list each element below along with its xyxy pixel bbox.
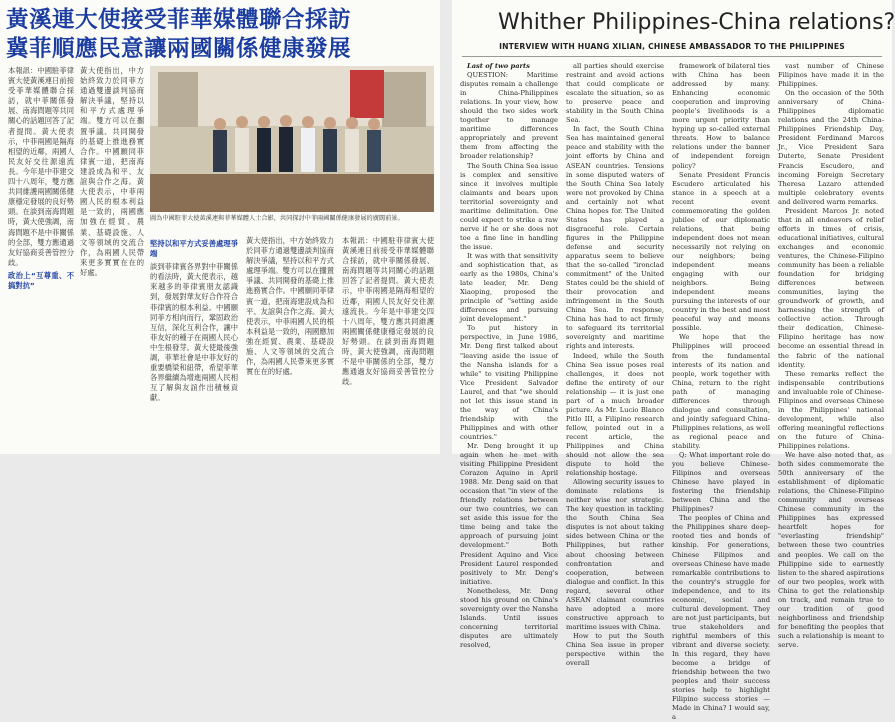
chinese-column-1 <box>8 66 74 450</box>
paragraph: On the occasion of the 50th anniversary of China-Philippines diplomatic relations and the 24th China-Philippines Friendship Day, President Ferdinand Marcos Jr., Vice President Sara Duterte, Senate President Francis Escudero, and incoming Foreign Secretary Theresa Lazaro attended multiple celebratory events and delivered warm remarks. <box>778 89 884 206</box>
chinese-column-5-text: 本報訊：中國駐菲律賓大使黃溪連日前接受菲華媒體聯合採訪，就中菲關係發展、南海問題等共同關心的話題回答了記者提問。黃大使表示，中菲兩國是隔海相望的近鄰，兩國人民友好交往源遠流長。今年是中菲建交四十八周年，雙方應共同維護兩國關係健康穩定發展的良好勢頭。在談到南海問題時，黃大使強調，南海問題不是中菲關係的全部，雙方應通過友好協商妥善管控分歧。 <box>342 236 434 387</box>
chinese-article-page <box>0 0 440 454</box>
article-column-4 <box>778 62 884 649</box>
paragraph: We hope that the Philippines will proceed from the fundamental interests of its nation and people, work together with China, return to the right path of managing differences through dialogue and consultation, and jointly safeguard China-Philippines relations, as well as regional peace and stability. <box>672 333 770 450</box>
paragraph: Mr. Deng brought it up again when he met with visiting Philippine President Corazon Aquino in April 1988. Mr. Deng said on that occasion that "in view of the friendly relations between our two countries, we can set aside this issue for the time being and take the approach of pursuing joint development." Both President Aquino and Vice President Laurel responded positively to Mr. Deng's initiative. <box>460 441 558 586</box>
paragraph: Nonetheless, Mr. Deng stood his ground on China's sovereignty over the Nansha Islands. Until issues concerning territorial disputes are ultimately resolved, <box>460 586 558 649</box>
part-label: Last of two parts <box>467 62 530 70</box>
article-title: Whither Philippines-China relations? <box>498 10 895 35</box>
chinese-column-2-text: 黃大使指出，中方始終致力於同菲方通過雙邊談判協商解決爭議，堅持以和平方式處理爭端。雙方可以在擱置爭議、共同開發的基礎上推進務實合作。中國願同菲律賓一道，把南海建設成為和平、友誼與合作之海。黃大使表示，中菲兩國人民的根本利益是一致的，兩國應加強在經貿、農業、基礎設施、人文等領域的交流合作，為兩國人民帶來更多實實在在的好處。 <box>80 66 144 277</box>
paragraph: How to put the South China Sea issue in proper perspective within the overall <box>566 631 664 668</box>
group-photo-illustration <box>150 66 434 212</box>
article-subtitle: INTERVIEW WITH HUANG XILIAN, CHINESE AMBASSADOR TO THE PHILIPPINES <box>499 42 845 51</box>
paragraph: To put history in perspective, in June 1986, Mr. Deng first talked about "leaving aside the issue of the Nansha islands for a while" to visiting Philippine Vice President Salvador Laurel, and that "we should not let this issue stand in the way of China's friendship with the Philippines and with other countries." <box>460 324 558 441</box>
paragraph: framework of bilateral ties with China has been addressed by many. Enhancing economic cooperation and improving people's livelihoods is a more urgent priority than hyping up so-called external threats. How to balance relations under the banner of independent foreign policy? <box>672 62 770 170</box>
paragraph: President Marcos Jr. noted that in all endeavors of relief efforts in times of crisis, educational initiatives, cultural exchanges and economic ventures, the Chinese-Filipino community has been a reliable foundation for bridging differences between communities, laying the groundwork of growth, and harnessing the strength of collective action. Through their dedication, Chinese-Filipino heritage has now become an essential thread in the fabric of the national identity. <box>778 206 884 369</box>
paragraph: vast number of Chinese Filipinos have made it in the Philippines. <box>778 62 884 89</box>
chinese-column-3 <box>150 236 238 450</box>
paragraph: It was with that sensitivity and sophistication that, as early as the 1980s, China's late leader, Mr. Deng Xiaoping, proposed the principle of "setting aside differences and pursuing joint development." <box>460 251 558 324</box>
english-article-page <box>452 0 895 722</box>
chinese-subhead-2: 堅持以和平方式妥善處理爭端 <box>150 239 238 259</box>
paragraph: Indeed, while the South China Sea issue poses real challenges, it does not define the entirety of our relationship — it is just one part of a much broader picture. As Mr. Lucio Blanco Pitlo III, a Filipino research fellow, pointed out in a recent article, the Philippines and China should not allow the sea dispute to hold the relationship hostage. <box>566 351 664 478</box>
article-column-1 <box>460 62 558 649</box>
title-divider <box>462 56 882 57</box>
paragraph: The South China Sea issue is complex and sensitive since it involves multiple claimants and bears upon territorial sovereignty and maritime delimitation. One could expect to strike a raw nerve if he or she does not toe a fine line in handling the issue. <box>460 161 558 251</box>
chinese-column-1-text: 本報訊：中國駐菲律賓大使黃溪連日前接受菲華媒體聯合採訪，就中菲關係發展、南海問題等共同關心的話題回答了記者提問。黃大使表示，中菲兩國是隔海相望的近鄰，兩國人民友好交往源遠流長。今年是中菲建交四十八周年，雙方應共同維護兩國關係健康穩定發展的良好勢頭。在談到南海問題時，黃大使強調，南海問題不是中菲關係的全部，雙方應通過友好協商妥善管控分歧。 <box>8 66 74 267</box>
paragraph: all parties should exercise restraint and avoid actions that could complicate or escalate the situation, so as to preserve peace and stability in the South China Sea. <box>566 62 664 125</box>
chinese-column-5 <box>342 236 434 450</box>
paragraph: Allowing security issues to dominate relations is neither wise nor strategic. The key question in tackling the South China Sea disputes is not about taking sides between China or the Philippines, but rather about choosing between confrontation and cooperation, between dialogue and conflict. In this regard, several other ASEAN claimant countries have adopted a more constructive approach to maritime issues with China. <box>566 478 664 631</box>
paragraph: The peoples of China and the Philippines share deep-rooted ties and bonds of kinship. For generations, Chinese Filipinos and overseas Chinese have made remarkable contributions to the country's struggle for independence, and to its economic, social and cultural development. They are not just participants, but true stakeholders and rightful members of this vibrant and diverse society. In this regard, they have become a bridge of friendship between the two peoples and their success stories help to highlight Filipino success stories — Made in China? I would say, a <box>672 514 770 722</box>
chinese-column-2 <box>80 66 144 450</box>
chinese-headline-line-1: 黃溪連大使接受菲華媒體聯合採訪 <box>6 7 352 33</box>
paragraph: These remarks reflect the indispensable contributions and invaluable role of Chinese-Filipinos and overseas Chinese in the Philippines' national development, while also offering meaningful reflections on the future of China-Philippines relations. <box>778 369 884 450</box>
article-column-3 <box>672 62 770 722</box>
paragraph: We have also noted that, as both sides commemorate the 50th anniversary of the establishment of diplomatic relations, the Chinese-Filipino community and overseas Chinese community in the Philippines has expressed heartfelt hopes for "everlasting friendship" between these two countries and peoples. We call on the Philippine side to earnestly listen to the shared aspirations of our two peoples, work with China to get the relationship on track, and remain true to our tradition of good neighborliness and friendship for benefiting the peoples that such a relationship is meant to serve. <box>778 451 884 649</box>
chinese-column-4-text: 黃大使指出，中方始終致力於同菲方通過雙邊談判協商解決爭議，堅持以和平方式處理爭端。雙方可以在擱置爭議、共同開發的基礎上推進務實合作。中國願同菲律賓一道，把南海建設成為和平、友誼與合作之海。黃大使表示，中菲兩國人民的根本利益是一致的，兩國應加強在經貿、農業、基礎設施、人文等領域的交流合作，為兩國人民帶來更多實實在在的好處。 <box>246 236 334 377</box>
chinese-column-3-text: 談到菲律賓各界對中菲關係的看法時，黃大使表示，越來越多的菲律賓朋友認識到，發展對華友好合作符合菲律賓的根本利益。中國願同菲方相向而行，鞏固政治互信，深化互利合作，讓中菲友好的種子在兩國人民心中生根發芽。黃大使最後強調，菲華社會是中菲友好的重要橋梁和紐帶，希望菲華各界繼續為增進兩國人民相互了解與友誼作出積極貢獻。 <box>150 262 238 403</box>
chinese-headline-line-2: 冀菲順應民意讓兩國關係健康發展 <box>6 36 352 62</box>
paragraph: Senate President Francis Escudero articulated his stance in a speech at a recent event commemorating the golden jubilee of our diplomatic relations, that being independent does not mean necessarily not relying on our neighbors; being independent means engaging with our neighbors. Being independent means pursuing the interests of our country in the best and most peaceful way and means possible. <box>672 170 770 333</box>
chinese-headline <box>6 6 434 64</box>
article-column-2 <box>566 62 664 668</box>
question-paragraph: Q: What important role do you believe Chinese-Filipinos and overseas Chinese have played in fostering the friendship between China and the Philippines? <box>672 451 770 514</box>
chinese-subhead-1: 政治上“互尊重、不搞對抗” <box>8 270 74 290</box>
paragraph: In fact, the South China Sea has maintained general peace and stability with the joint efforts by China and ASEAN countries. Tensions in some disputed waters of the South China Sea lately were not provoked by China and certainly not what China hopes for. The United States has played a disgraceful role. Certain figures in the Philippine defense and security apparatus seem to believe that the so-called "ironclad commitment" of the United States could be the shield of their provocation and infringement in the South China Sea. In response, China has had to act firmly to safeguard its territorial sovereignty and maritime rights and interests. <box>566 125 664 351</box>
group-photo <box>150 66 434 212</box>
paragraph: QUESTION: Maritime disputes remain a challenge in China-Philippines relations. In your view, how should the two sides work together to manage maritime differences appropriately and prevent them from affecting the broader relationship? <box>460 71 558 161</box>
photo-caption: 圖為中國駐菲大使黃溪連與菲華媒體人士合影，共同探討中菲兩國關係健康發展的廣闊前景。 <box>150 215 404 222</box>
chinese-column-4 <box>246 236 334 450</box>
